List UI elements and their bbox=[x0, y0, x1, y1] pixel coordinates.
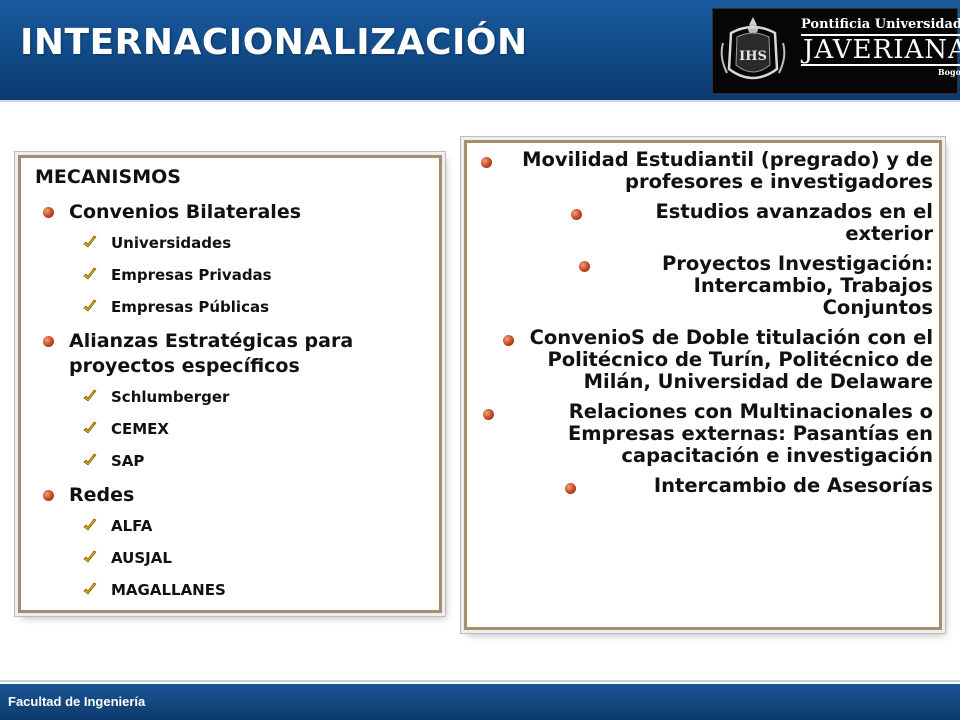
list-item bbox=[21, 387, 441, 407]
bullet-icon bbox=[483, 409, 494, 420]
group-label: Alianzas Estratégicas para proyectos específicos bbox=[69, 330, 354, 377]
sub-item-label: MAGALLANES bbox=[111, 581, 226, 599]
sub-item-label: Schlumberger bbox=[111, 388, 230, 406]
list-item bbox=[21, 265, 441, 285]
list-item bbox=[21, 483, 441, 508]
list-item bbox=[467, 149, 939, 193]
list-item bbox=[467, 475, 939, 497]
activity-label: ConvenioS de Doble titulación con el Politécnico de Turín, Politécnico de Milán, Universidad de Delaware bbox=[529, 326, 933, 393]
checkmark-icon bbox=[83, 267, 97, 281]
group-label: Redes bbox=[69, 484, 135, 506]
list-item bbox=[21, 200, 441, 225]
checkmark-icon bbox=[83, 389, 97, 403]
mechanisms-heading: MECANISMOS bbox=[35, 166, 181, 188]
sub-item-label: ALFA bbox=[111, 517, 153, 535]
activity-label: Proyectos Investigación: Intercambio, Trabajos Conjuntos bbox=[661, 252, 933, 319]
university-logo bbox=[712, 8, 970, 94]
activities-list bbox=[467, 149, 939, 505]
mechanisms-list bbox=[21, 200, 441, 612]
list-item bbox=[21, 451, 441, 471]
bullet-icon bbox=[481, 157, 492, 168]
logo-line-1: Pontificia Universidad bbox=[801, 17, 963, 32]
list-item bbox=[21, 548, 441, 568]
seal-letters: IHS bbox=[739, 49, 767, 64]
bullet-icon bbox=[579, 261, 590, 272]
list-item bbox=[21, 516, 441, 536]
list-item bbox=[467, 327, 939, 393]
activity-label: Estudios avanzados en el exterior bbox=[655, 200, 933, 245]
list-item bbox=[467, 253, 939, 319]
seal-icon bbox=[717, 13, 789, 89]
bullet-icon bbox=[503, 335, 514, 346]
bullet-icon bbox=[571, 209, 582, 220]
sub-item-label: Empresas Privadas bbox=[111, 266, 272, 284]
footer-bar bbox=[0, 684, 960, 720]
bullet-icon bbox=[43, 207, 54, 218]
checkmark-icon bbox=[83, 235, 97, 249]
activity-label: Relaciones con Multinacionales o Empresas externas: Pasantías en capacitación e investigación bbox=[567, 400, 933, 467]
list-item bbox=[21, 419, 441, 439]
footer-label: Facultad de Ingeniería bbox=[8, 694, 146, 709]
sub-item-label: CEMEX bbox=[111, 420, 169, 438]
checkmark-icon bbox=[83, 453, 97, 467]
sub-item-label: Universidades bbox=[111, 234, 232, 252]
logo-line-2: JAVERIANA bbox=[803, 35, 968, 65]
sub-item-label: Empresas Públicas bbox=[111, 298, 270, 316]
mechanisms-box bbox=[18, 155, 442, 613]
list-item bbox=[21, 580, 441, 600]
sub-item-label: SAP bbox=[111, 452, 145, 470]
list-item bbox=[467, 401, 939, 467]
header-bar bbox=[0, 0, 970, 102]
list-item bbox=[21, 297, 441, 317]
checkmark-icon bbox=[83, 421, 97, 435]
checkmark-icon bbox=[83, 299, 97, 313]
activity-label: Movilidad Estudiantil (pregrado) y de profesores e investigadores bbox=[522, 148, 933, 193]
footer-divider bbox=[0, 680, 960, 682]
checkmark-icon bbox=[83, 518, 97, 532]
group-label: Convenios Bilaterales bbox=[69, 201, 302, 223]
logo-line-3: Bogotá bbox=[937, 67, 970, 77]
bullet-icon bbox=[565, 483, 576, 494]
checkmark-icon bbox=[83, 550, 97, 564]
list-item bbox=[467, 201, 939, 245]
sub-item-label: AUSJAL bbox=[111, 549, 172, 567]
activities-box bbox=[464, 140, 942, 630]
list-item bbox=[21, 233, 441, 253]
list-item bbox=[21, 329, 441, 379]
page-title: INTERNACIONALIZACIÓN bbox=[20, 22, 528, 63]
activity-label: Intercambio de Asesorías bbox=[653, 474, 933, 497]
bullet-icon bbox=[43, 490, 54, 501]
bullet-icon bbox=[43, 336, 54, 347]
checkmark-icon bbox=[83, 582, 97, 596]
